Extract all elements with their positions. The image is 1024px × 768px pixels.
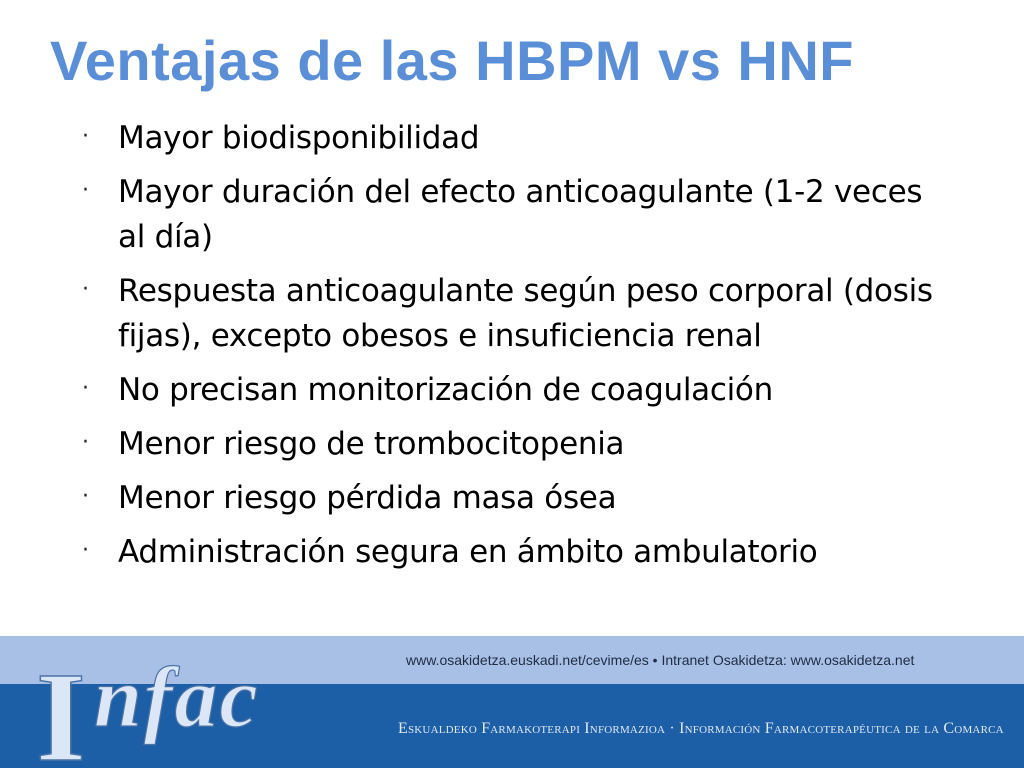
svg-text:I: I: [36, 646, 86, 768]
bullet-item: [72, 170, 952, 260]
footer-tagline: Eskualdeko Farmakoterapi Informazioa · Información Farmacoterapéutica de la Comarca: [398, 720, 1004, 737]
bullet-text: Menor riesgo de trombocitopenia: [118, 426, 625, 462]
bullet-list: [72, 116, 952, 584]
bullet-text: Mayor duración del efecto anticoagulante (1-2 veces al día): [118, 174, 923, 255]
bullet-item: [72, 530, 952, 575]
bullet-dot-icon: ·: [82, 277, 89, 302]
footer-urls: www.osakidetza.euskadi.net/cevime/es • Intranet Osakidetza: www.osakidetza.net: [406, 652, 915, 668]
bullet-dot-icon: ·: [82, 178, 89, 203]
slide-title: Ventajas de las HBPM vs HNF: [50, 29, 855, 92]
bullet-dot-icon: ·: [82, 484, 89, 509]
footer-banner: [0, 636, 1024, 768]
infac-logo: [32, 640, 352, 768]
infac-logo-graphic: [32, 640, 352, 768]
bullet-text: No precisan monitorización de coagulación: [118, 372, 773, 408]
bullet-item: [72, 116, 952, 161]
bullet-dot-icon: ·: [82, 376, 89, 401]
bullet-text: Mayor biodisponibilidad: [118, 120, 480, 156]
svg-text:nfac: nfac: [94, 649, 260, 745]
bullet-item: [72, 422, 952, 467]
bullet-item: [72, 269, 952, 359]
bullet-item: [72, 476, 952, 521]
bullet-dot-icon: ·: [82, 430, 89, 455]
bullet-text: Administración segura en ámbito ambulatorio: [118, 534, 818, 570]
bullet-dot-icon: ·: [82, 124, 89, 149]
bullet-dot-icon: ·: [82, 538, 89, 563]
bullet-text: Menor riesgo pérdida masa ósea: [118, 480, 617, 516]
bullet-text: Respuesta anticoagulante según peso corporal (dosis fijas), excepto obesos e insuficiencia renal: [118, 273, 933, 354]
bullet-item: [72, 368, 952, 413]
